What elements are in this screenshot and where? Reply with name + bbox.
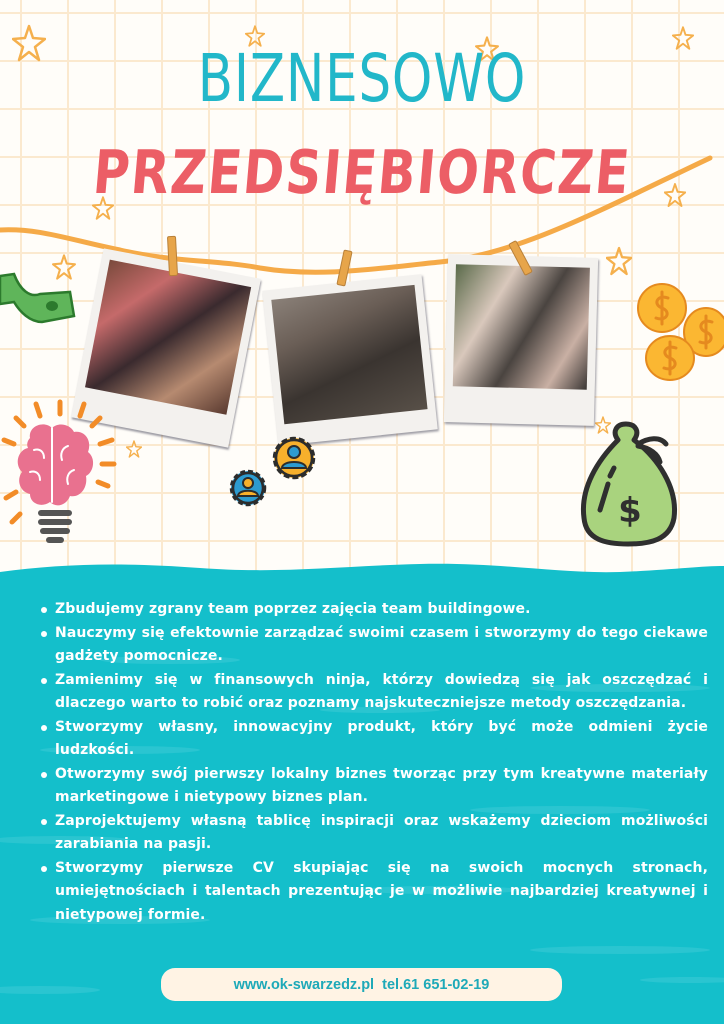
list-item: Zaprojektujemy własną tablicę inspiracji oraz wskażemy dzieciom możliwości zarabiania na pasji. bbox=[38, 810, 708, 857]
phone-number[interactable]: tel.61 651-02-19 bbox=[382, 976, 490, 993]
activities-list bbox=[38, 598, 708, 927]
photo-2-image bbox=[271, 285, 427, 424]
banknote-icon bbox=[0, 272, 76, 328]
star-icon bbox=[12, 24, 46, 62]
star-icon bbox=[672, 26, 694, 50]
star-icon bbox=[126, 440, 142, 458]
photo-3-image bbox=[453, 264, 590, 389]
list-item: Stworzymy pierwsze CV skupiając się na swoich mocnych stronach, umiejętnościach i talentach prezentując je w możliwie najbardziej kreatywnej i nietypowej formie. bbox=[38, 857, 708, 928]
photo-1-image bbox=[85, 260, 251, 415]
brain-lightbulb-icon bbox=[0, 398, 120, 550]
list-item: Otworzymy swój pierwszy lokalny biznes tworząc przy tym kreatywne materiały marketingowe i nietypowy biznes plan. bbox=[38, 763, 708, 810]
photo-3 bbox=[444, 254, 598, 426]
team-gears-icon bbox=[226, 430, 324, 512]
title-biznesowo: BIZNESOWO bbox=[197, 40, 527, 117]
photo-2 bbox=[262, 274, 437, 446]
contact-pill bbox=[161, 968, 562, 1001]
coins-icon bbox=[628, 278, 724, 390]
money-bag-icon bbox=[578, 418, 682, 548]
list-item: Zamienimy się w finansowych ninja, którzy dowiedzą się jak oszczędzać i dlaczego warto to robić oraz poznamy najskuteczniejsze metody oszczędzania. bbox=[38, 669, 708, 716]
svg-text:$: $ bbox=[618, 491, 642, 531]
spacer bbox=[374, 977, 382, 993]
list-item: Zbudujemy zgrany team poprzez zajęcia team buildingowe. bbox=[38, 598, 708, 622]
website-link[interactable]: www.ok-swarzedz.pl bbox=[233, 976, 375, 993]
list-item: Stworzymy własny, innowacyjny produkt, który być może odmieni życie ludzkości. bbox=[38, 716, 708, 763]
list-item: Nauczymy się efektownie zarządzać swoimi czasem i stworzymy do tego ciekawe gadżety pomocnicze. bbox=[38, 622, 708, 669]
title-przedsiebiorcze: PRZEDSIĘBIORCZE bbox=[90, 138, 634, 208]
